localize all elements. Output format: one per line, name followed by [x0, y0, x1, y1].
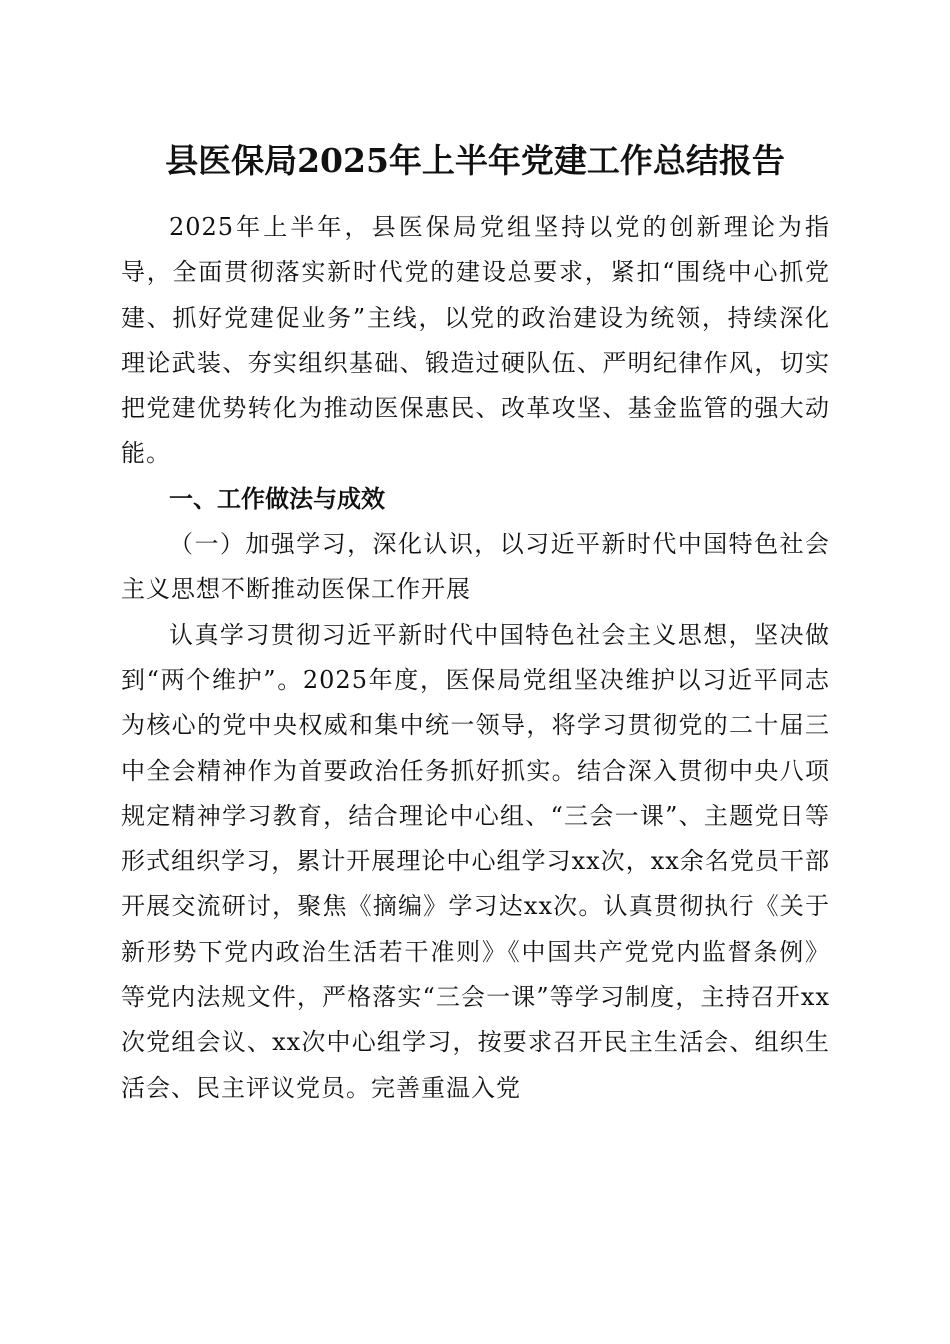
body-paragraph: 认真学习贯彻习近平新时代中国特色社会主义思想，坚决做到“两个维护”。2025年度，医保局党组坚决维护以习近平同志为核心的党中央权威和集中统一领导，将学习贯彻党的二十届三中全会精神作为首要政治任务抓好抓实。结合深入贯彻中央八项规定精神学习教育，结合理论中心组、“三会一课”、主题党日等形式组织学习，累计开展理论中心组学习xx次，xx余名党员干部开展交流研讨，聚焦《摘编》学习达xx次。认真贯彻执行《关于新形势下党内政治生活若干准则》《中国共产党党内监督条例》等党内法规文件，严格落实“三会一课”等学习制度，主持召开xx次党组会议、xx次中心组学习，按要求召开民主生活会、组织生活会、民主评议党员。完善重温入党 — [121, 620, 830, 1102]
section-heading: 一、工作做法与成效 — [169, 484, 385, 513]
intro-paragraph: 2025年上半年，县医保局党组坚持以党的创新理论为指导，全面贯彻落实新时代党的建设总要求，紧扣“围绕中心抓党建、抓好党建促业务”主线，以党的政治建设为统领，持续深化理论武装、夯实组织基础、锻造过硬队伍、严明纪律作风，切实把党建优势转化为推动医保惠民、改革攻坚、基金监管的强大动能。 — [121, 213, 830, 468]
document-title: 县医保局2025年上半年党建工作总结报告 — [165, 141, 785, 180]
document-body — [121, 205, 830, 1111]
subsection-heading: （一）加强学习，深化认识，以习近平新时代中国特色社会主义思想不断推动医保工作开展 — [121, 530, 830, 604]
